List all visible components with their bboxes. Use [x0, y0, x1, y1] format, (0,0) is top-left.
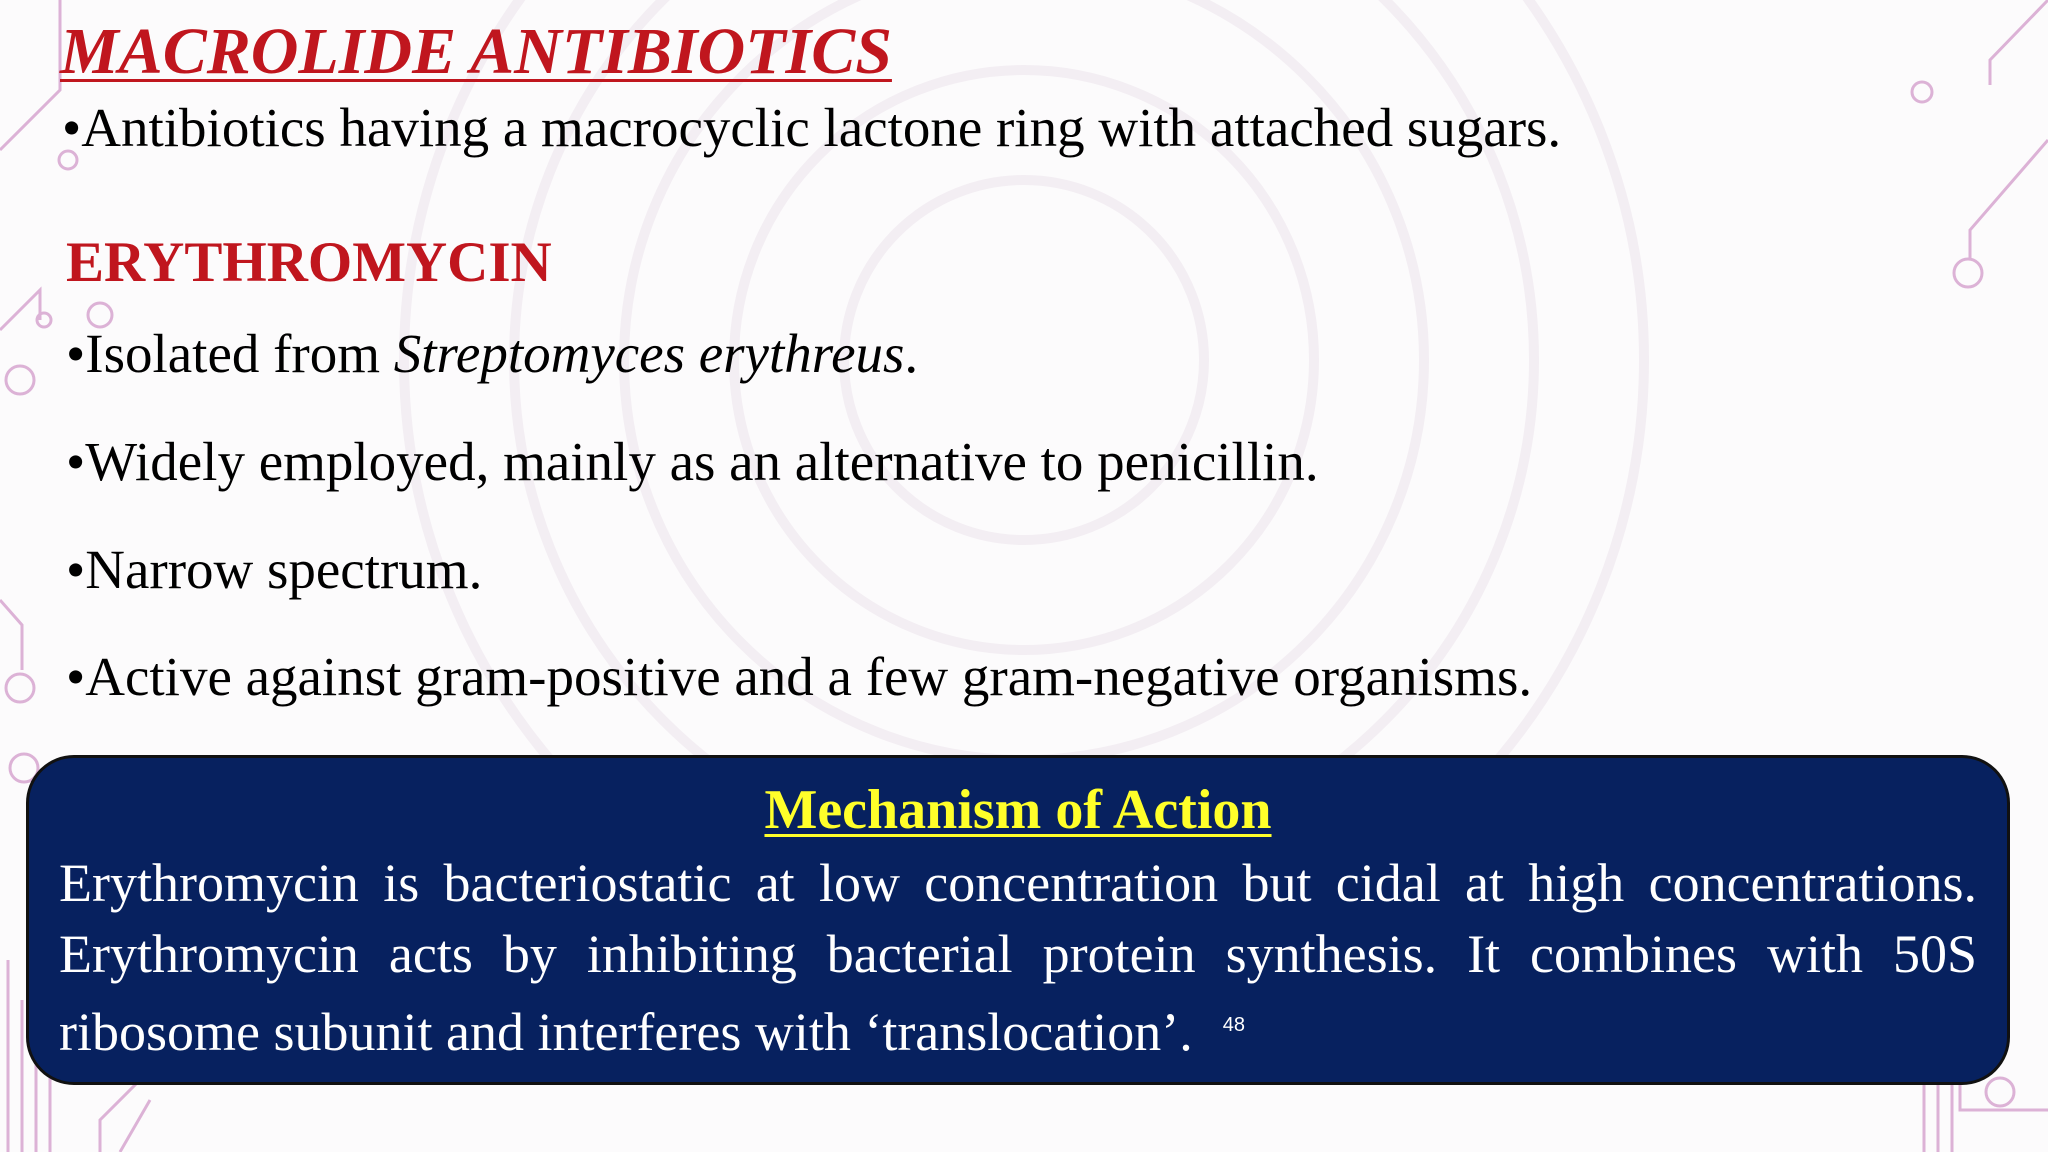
bullet-source [66, 324, 918, 385]
bullet-usage: •Widely employed, mainly as an alternative to penicillin. [66, 431, 1319, 492]
bullet-activity: •Active against gram-positive and a few gram-negative organisms. [66, 646, 1533, 707]
mechanism-text [59, 848, 1977, 1068]
organism-name: Streptomyces erythreus [393, 323, 905, 384]
slide-title: MACROLIDE ANTIBIOTICS [60, 15, 892, 88]
bullet-suffix: . [904, 323, 919, 384]
bullet-spectrum: •Narrow spectrum. [66, 539, 483, 600]
section-heading: ERYTHROMYCIN [66, 231, 552, 294]
mechanism-box [26, 755, 2010, 1085]
intro-bullet: •Antibiotics having a macrocyclic lactone ring with attached sugars. [62, 97, 1562, 158]
bullet-prefix: •Isolated from [66, 323, 394, 384]
mechanism-title: Mechanism of Action [764, 779, 1272, 841]
slide-number: 48 [1222, 1014, 1245, 1037]
mechanism-body: Erythromycin is bacteriostatic at low concentration but cidal at high concentrations. Erythromycin acts by inhibiting bacterial protein synthesis. It combines with 50S ribosome subunit and interferes with ‘translocation’. [59, 853, 1977, 1063]
